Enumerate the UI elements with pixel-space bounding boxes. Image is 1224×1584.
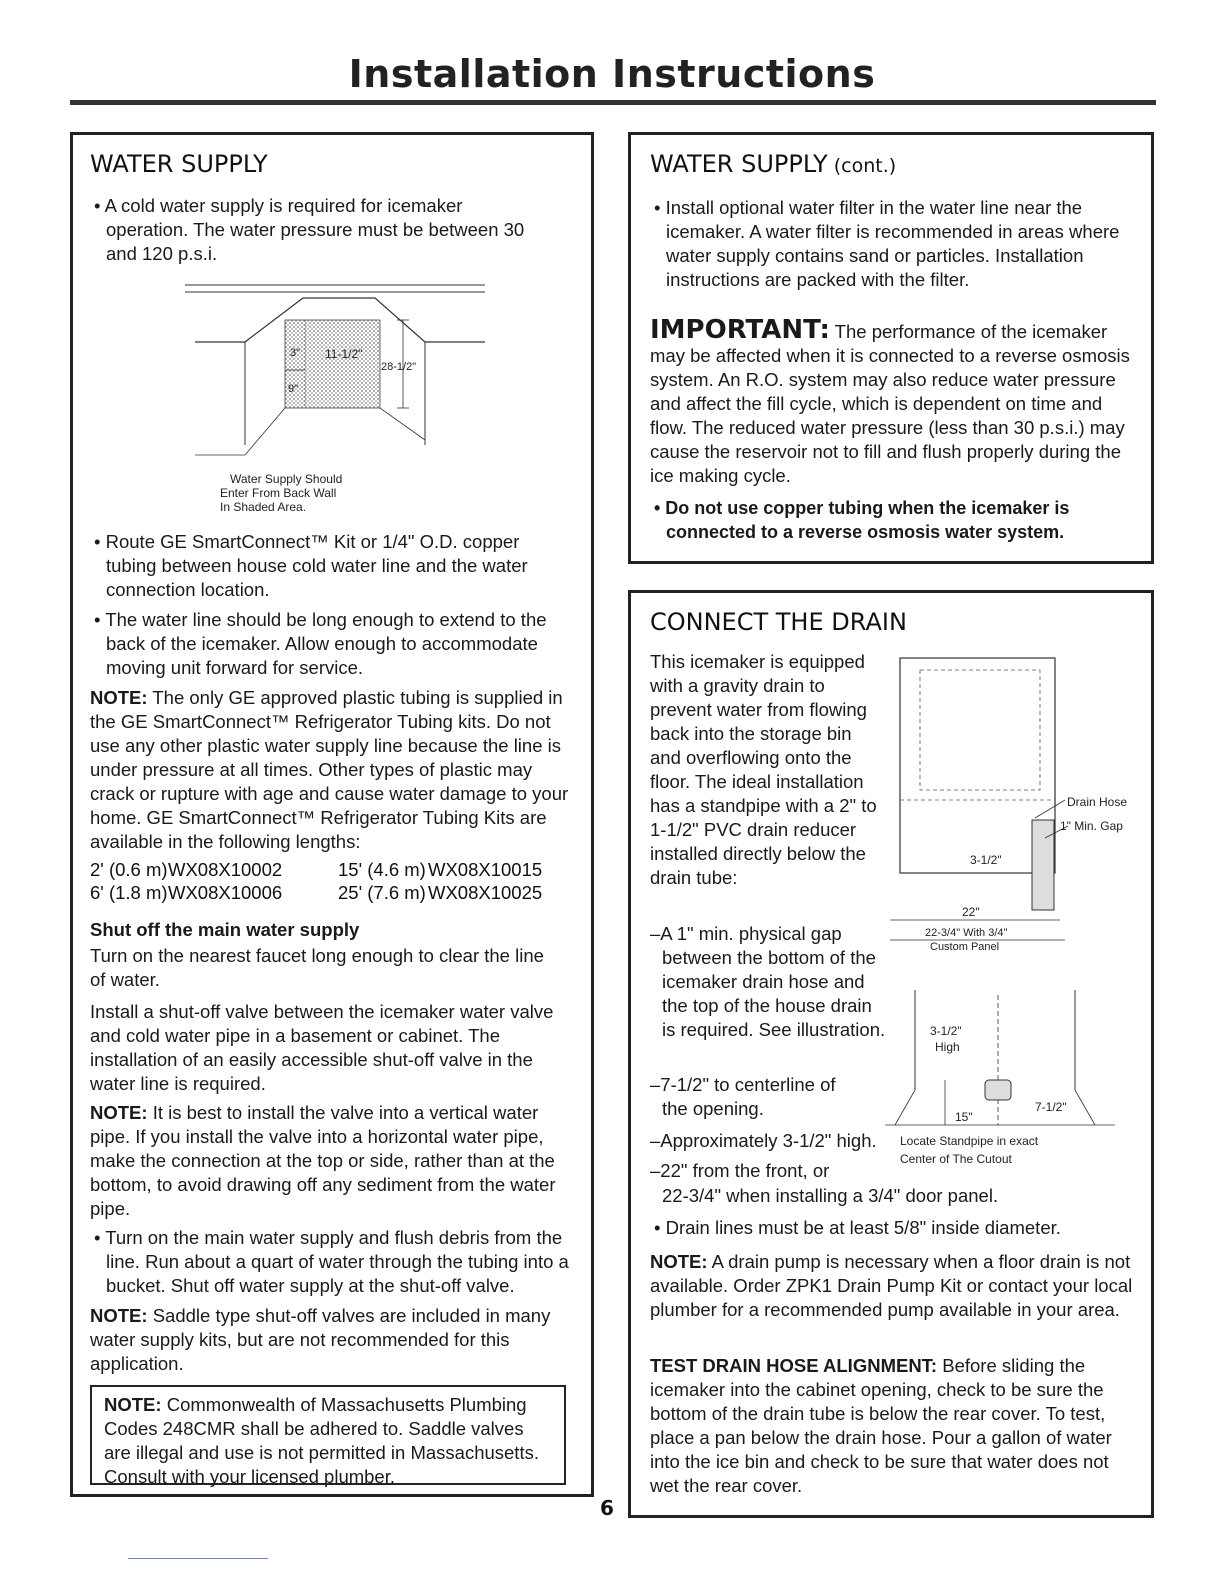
custom-panel-label: Custom Panel — [930, 941, 1000, 953]
dim-22-75-label: 22-3/4" With 3/4" — [925, 927, 1008, 939]
dim-9-label: 9" — [288, 383, 299, 395]
page-number: 6 — [600, 1496, 614, 1520]
drain-item-4b: 22-3/4" when installing a 3/4" door panel. — [662, 1185, 999, 1206]
water-supply-bullet-1: • A cold water supply is required for icemaker operation. The water pressure must be between 30 and 120 p.s.i. — [94, 195, 525, 264]
water-filter-bullet: • Install optional water filter in the water line near the icemaker. A water filter is recommended in areas where water supply contains sand or particles. Installation instructions are packed with the filter. — [654, 197, 1120, 290]
length-cell: 6' (1.8 m) — [90, 882, 168, 903]
standpipe-caption-2: Center of The Cutout — [900, 1152, 1012, 1166]
footer-line — [128, 1558, 268, 1559]
length-cell: 15' (4.6 m) — [338, 859, 426, 880]
length-cell: 2' (0.6 m) — [90, 859, 168, 880]
diagram-caption-1: Water Supply Should — [230, 472, 343, 486]
drain-item-1: –A 1" min. physical gap between the bottom of the icemaker drain hose and the top of the house drain is required. See illustration. — [650, 923, 886, 1040]
part-cell: WX08X10015 — [428, 859, 543, 880]
drain-hose-label: Drain Hose — [1067, 795, 1128, 809]
diagram-caption-3: In Shaded Area. — [220, 500, 307, 514]
length-cell: 25' (7.6 m) — [338, 882, 426, 903]
dim-22-label: 22" — [962, 905, 980, 919]
standpipe-caption-1: Locate Standpipe in exact — [900, 1134, 1039, 1148]
dim-7-5-label: 7-1/2" — [1035, 1100, 1067, 1114]
drain-item-3: –Approximately 3-1/2" high. — [650, 1130, 877, 1151]
page-title: Installation Instructions — [348, 52, 876, 96]
dim-15-label: 15" — [955, 1110, 973, 1124]
dim-3-5-label: 3-1/2" — [970, 853, 1002, 867]
part-cell: WX08X10025 — [428, 882, 543, 903]
note-tubing: NOTE: The only GE approved plastic tubing is supplied in the GE SmartConnect™ Refrigerator Tubing kits. Do not use any other plastic water supply line because the line is under pressure at all times. Other types of plastic may crack or rupture with age and cause water damage to your home. GE SmartConnect™ Refrigerator Tubing Kits are available in the following lengths: — [90, 687, 569, 852]
drain-top-diagram — [885, 985, 1145, 1170]
dim-3-label: 3" — [290, 347, 301, 359]
water-supply-bullet-3: • The water line should be long enough to extend to the back of the icemaker. Allow enough to accommodate moving unit forward for service. — [94, 609, 547, 678]
title-rule — [70, 100, 1156, 105]
drain-intro: This icemaker is equipped with a gravity drain to prevent water from flowing back into the storage bin and overflowing onto the floor. The ideal installation has a standpipe with a 2" to 1-1/2" PVC drain reducer installed directly below the drain tube: — [650, 651, 877, 888]
shutoff-heading: Shut off the main water supply — [90, 919, 360, 940]
drain-item-4a: –22" from the front, or — [650, 1160, 830, 1181]
water-supply-bullet-4: • Turn on the main water supply and flush debris from the line. Run about a quart of water through the tubing into a bucket. Shut off water supply at the shut-off valve. — [94, 1227, 569, 1296]
part-cell: WX08X10002 — [168, 859, 283, 880]
diagram-caption-2: Enter From Back Wall — [220, 486, 337, 500]
note-saddle: NOTE: Saddle type shut-off valves are included in many water supply kits, but are not recommended for this application. — [90, 1305, 551, 1374]
min-gap-label: 1" Min. Gap — [1060, 819, 1123, 833]
drain-item-2: –7-1/2" to centerline of the opening. — [650, 1074, 836, 1119]
water-supply-heading: WATER SUPPLY — [90, 150, 268, 178]
dim-28-5-label: 28-1/2" — [381, 361, 417, 373]
shutoff-paragraph-2: Install a shut-off valve between the icemaker water valve and cold water pipe in a basement or cabinet. The installation of an easily accessible shut-off valve in the water line is required. — [90, 1001, 554, 1094]
dim-11-5-label: 11-1/2" — [325, 347, 363, 361]
high-label: High — [935, 1040, 960, 1054]
part-cell: WX08X10006 — [168, 882, 283, 903]
dim-3-5-high-label: 3-1/2" — [930, 1024, 962, 1038]
water-supply-bullet-2: • Route GE SmartConnect™ Kit or 1/4" O.D. copper tubing between house cold water line and the water connection location. — [94, 531, 528, 600]
test-drain-alignment: TEST DRAIN HOSE ALIGNMENT: Before sliding the icemaker into the cabinet opening, check to be sure the bottom of the drain tube is below the rear cover. To test, place a pan below the drain hose. Pour a gallon of water into the ice bin and check to be sure that water does not wet the rear cover. — [650, 1355, 1112, 1496]
drain-pump-note: NOTE: A drain pump is necessary when a floor drain is not available. Order ZPK1 Drain Pump Kit or contact your local plumber for a recommended pump available in your area. — [650, 1251, 1133, 1320]
copper-warning: • Do not use copper tubing when the icemaker is connected to a reverse osmosis water system. — [654, 498, 1070, 542]
drain-line-bullet: • Drain lines must be at least 5/8" inside diameter. — [654, 1217, 1061, 1238]
water-supply-diagram — [185, 270, 505, 520]
connect-drain-heading: CONNECT THE DRAIN — [650, 608, 907, 636]
important-note: IMPORTANT: The performance of the icemaker may be affected when it is connected to a reverse osmosis system. An R.O. system may also reduce water pressure and affect the fill cycle, which is dependent on time and flow. The reduced water pressure (less than 30 p.s.i.) may cause the reservoir not to fill and flush properly during the ice making cycle. — [650, 315, 1130, 486]
drain-side-diagram — [880, 650, 1140, 960]
tubing-lengths-table — [90, 858, 570, 904]
massachusetts-note: NOTE: Commonwealth of Massachusetts Plumbing Codes 248CMR shall be adhered to. Saddle valves are illegal and use is not permitted in Massachusetts. Consult with your licensed plumber. — [104, 1394, 539, 1487]
shutoff-paragraph-1: Turn on the nearest faucet long enough to clear the line of water. — [90, 945, 544, 990]
note-valve: NOTE: It is best to install the valve into a vertical water pipe. If you install the valve into a horizontal water pipe, make the connection at the top or side, rather than at the bottom, to avoid drawing off any sediment from the water pipe. — [90, 1102, 556, 1219]
water-supply-cont-heading: WATER SUPPLY (cont.) — [650, 150, 897, 178]
